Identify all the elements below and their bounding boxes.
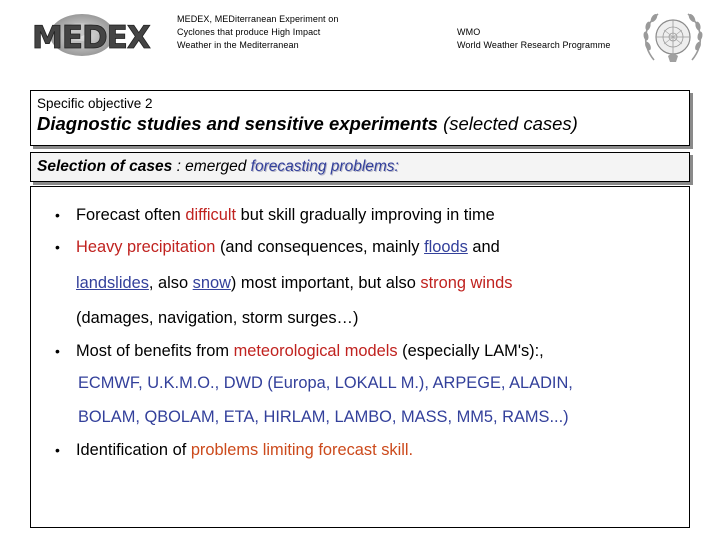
bullet-2-line-2 (76, 273, 512, 293)
selection-heading-middle: : emerged (172, 158, 251, 175)
selection-heading-bold: Selection of cases (37, 158, 173, 175)
project-line-2: Cyclones that produce High Impact (177, 27, 321, 37)
selection-heading (30, 152, 690, 182)
bullet-2-l2a: landslides (76, 274, 149, 292)
bullet-2-line-3: (damages, navigation, storm surges…) (76, 309, 359, 327)
bullet-2-l2d: ) most important, but also (230, 274, 421, 292)
bullet-2-l1c: floods (424, 238, 468, 256)
bullet-1-text (76, 205, 495, 225)
bullet-2-l1a: Heavy precipitation (76, 238, 216, 256)
objective-box (30, 90, 690, 146)
organization-description (457, 26, 610, 52)
bullet-1-b: difficult (185, 206, 237, 224)
bullet-4-b: problems limiting forecast skill. (190, 441, 414, 459)
medex-logo (30, 12, 170, 58)
bullet-2-l2e: strong winds (420, 274, 513, 292)
objective-label: Specific objective 2 (37, 96, 153, 111)
bullet-3-line-2: ECMWF, U.K.M.O., DWD (Europa, LOKALL M.), ARPEGE, ALADIN, (78, 374, 573, 392)
bullet-4-a: Identification of (76, 441, 191, 459)
bullet-4-text (76, 440, 413, 460)
bullet-1-a: Forecast often (76, 206, 186, 224)
bullet-marker-1: • (55, 207, 60, 223)
bullet-3-line-1 (76, 341, 544, 361)
project-line-3: Weather in the Mediterranean (177, 40, 299, 50)
bullet-3-l1b: meteorological models (233, 342, 398, 360)
bullet-2-l1b: (and consequences, mainly (215, 238, 425, 256)
bullet-2-l2b: , also (148, 274, 193, 292)
bullet-3-l1a: Most of benefits from (76, 342, 234, 360)
bullet-3-l1c: (especially LAM's):, (397, 342, 544, 360)
org-line-1: WMO (457, 27, 481, 37)
bullet-2-l1d: and (467, 238, 500, 256)
bullet-1-c: but skill gradually improving in time (236, 206, 495, 224)
bullet-marker-2: • (55, 239, 60, 255)
objective-title-sub: (selected cases) (437, 113, 578, 134)
medex-logo-text: MEDEX (32, 20, 150, 56)
org-line-2: World Weather Research Programme (457, 40, 611, 50)
bullet-2-l2c: snow (192, 274, 231, 292)
project-line-1: MEDEX, MEDiterranean Experiment on (177, 14, 339, 24)
bullet-3-line-3: BOLAM, QBOLAM, ETA, HIRLAM, LAMBO, MASS, MM5, RAMS...) (78, 408, 569, 426)
project-description (177, 13, 338, 52)
content-box (30, 186, 690, 528)
wmo-emblem-icon (640, 6, 706, 72)
bullet-marker-4: • (55, 442, 60, 458)
objective-title-main: Diagnostic studies and sensitive experiments (37, 113, 438, 134)
bullet-marker-3: • (55, 343, 60, 359)
bullet-2-line-1 (76, 237, 500, 257)
selection-heading-highlight: forecasting problems: (250, 158, 399, 175)
objective-title (37, 112, 689, 136)
